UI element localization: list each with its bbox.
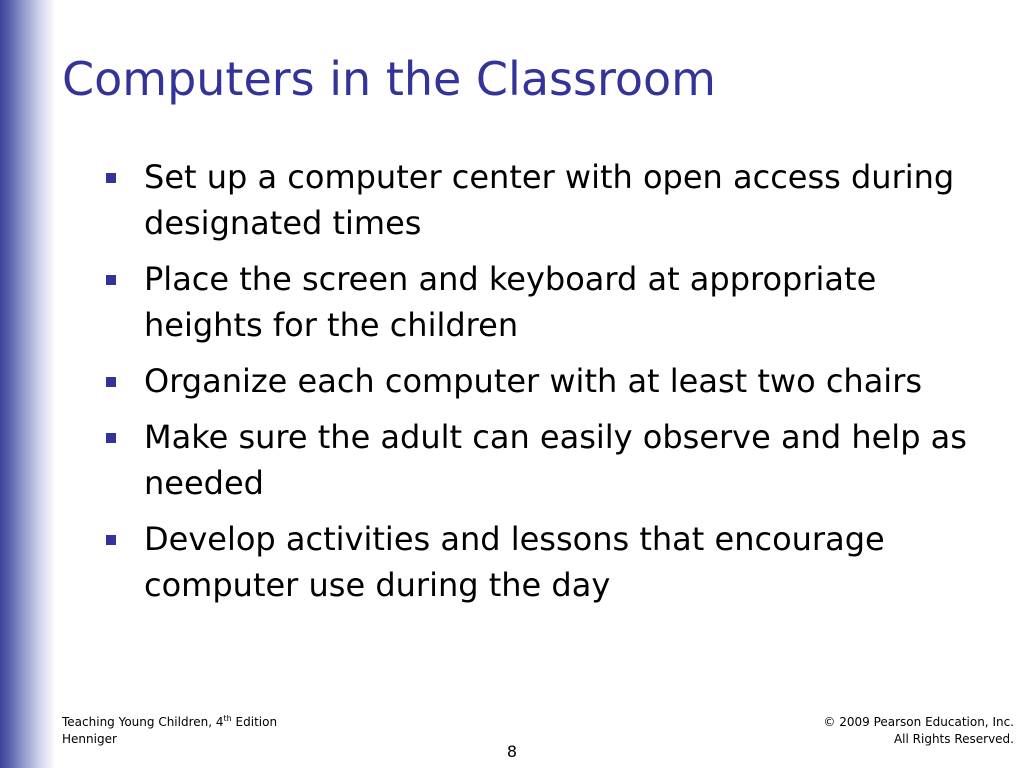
slide-title: Computers in the Classroom — [62, 52, 716, 106]
bullet-item — [104, 154, 984, 246]
bullet-text: Organize each computer with at least two chairs — [144, 362, 923, 400]
square-bullet-icon — [106, 173, 116, 183]
square-bullet-icon — [106, 275, 116, 285]
rights-line: All Rights Reserved. — [893, 732, 1014, 746]
bullet-item — [104, 516, 984, 608]
bullet-list — [104, 154, 984, 618]
bullet-item — [104, 256, 984, 348]
bullet-text: Set up a computer center with open access during designated times — [144, 158, 955, 242]
bullet-text: Develop activities and lessons that encourage computer use during the day — [144, 520, 885, 604]
side-gradient-bar — [0, 0, 56, 768]
footer-book-title: Teaching Young Children, 4th Edition — [62, 714, 278, 729]
square-bullet-icon — [106, 377, 116, 387]
square-bullet-icon — [106, 433, 116, 443]
bullet-text: Make sure the adult can easily observe and help as needed — [144, 418, 967, 502]
bullet-text: Place the screen and keyboard at appropriate heights for the children — [144, 260, 877, 344]
page-number: 8 — [506, 742, 518, 761]
square-bullet-icon — [106, 535, 116, 545]
bullet-item — [104, 358, 984, 404]
copyright-line: © 2009 Pearson Education, Inc. — [823, 715, 1014, 729]
footer-author: Henniger — [62, 732, 117, 746]
bullet-item — [104, 414, 984, 506]
